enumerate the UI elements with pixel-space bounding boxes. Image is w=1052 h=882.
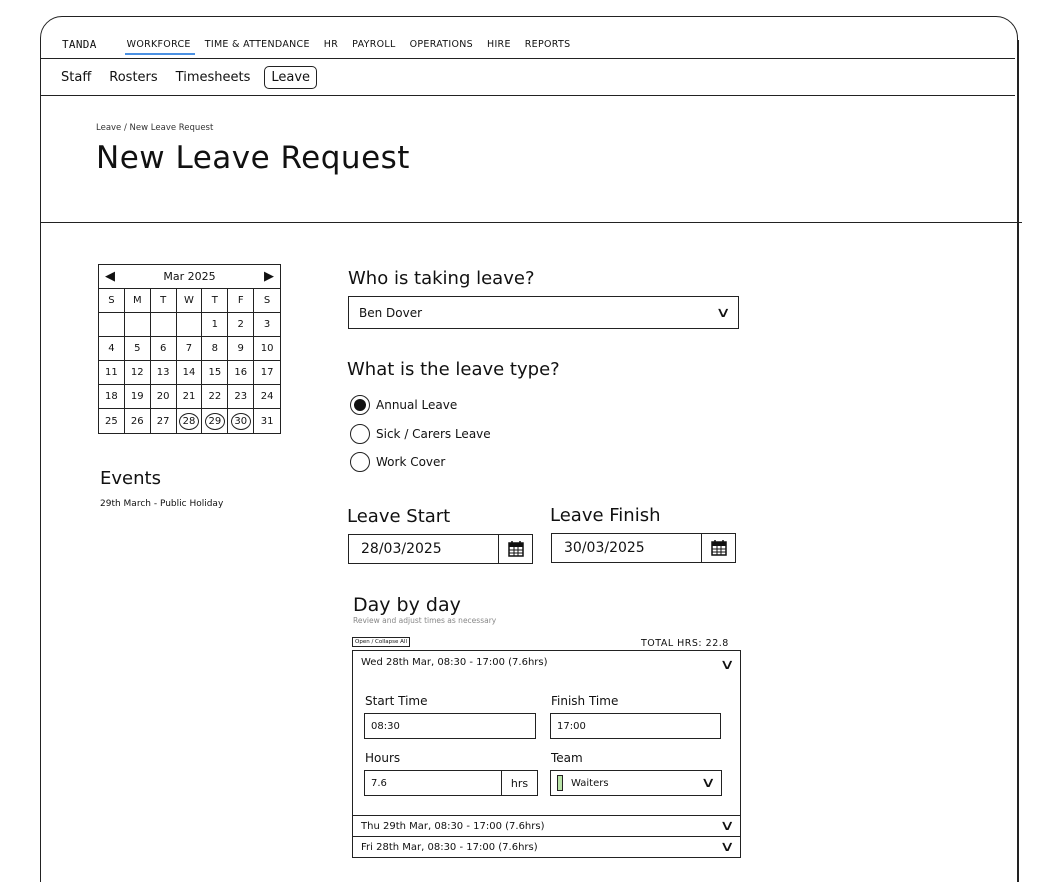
- calendar-grid: [99, 289, 280, 433]
- radio-label: Work Cover: [376, 455, 446, 469]
- day-number: 25: [105, 415, 118, 427]
- team-color-swatch: [557, 775, 563, 791]
- day-row-collapsed[interactable]: [352, 836, 741, 858]
- day-number: 23: [234, 391, 248, 402]
- calendar-weekday: [125, 289, 151, 313]
- team-value: Waiters: [571, 777, 609, 789]
- radio-selected-icon[interactable]: [350, 395, 370, 415]
- calendar-day[interactable]: [99, 409, 125, 433]
- day-number: 8: [211, 343, 219, 354]
- radio-unselected-icon[interactable]: [350, 424, 370, 444]
- nav-time-attendance[interactable]: TIME & ATTENDANCE: [204, 38, 310, 50]
- chevron-down-icon: ∨: [715, 304, 731, 321]
- nav-hr[interactable]: HR: [323, 38, 339, 50]
- calendar-header: [99, 265, 280, 289]
- day-number: 14: [182, 367, 196, 378]
- top-nav: [62, 36, 584, 52]
- radio-sick-carers-leave[interactable]: [350, 424, 491, 444]
- leave-finish-value: 30/03/2025: [564, 540, 645, 556]
- start-time-label: Start Time: [365, 694, 428, 708]
- calendar-day: [125, 313, 151, 337]
- radio-label: Annual Leave: [376, 398, 458, 412]
- leave-start-label: Leave Start: [347, 506, 451, 527]
- sub-nav: [41, 58, 1015, 96]
- radio-work-cover[interactable]: [350, 452, 445, 472]
- events-title: Events: [100, 468, 161, 489]
- calendar-icon[interactable]: [498, 535, 532, 563]
- day-number: 20: [156, 391, 170, 402]
- day-number: 16: [234, 367, 248, 378]
- day-panel-expanded: [352, 650, 741, 816]
- subnav-timesheets[interactable]: Timesheets: [175, 69, 251, 85]
- day-summary: Thu 29th Mar, 08:30 - 17:00 (7.6hrs): [361, 820, 545, 832]
- day-number: 7: [185, 343, 193, 354]
- calendar-day[interactable]: [177, 337, 203, 361]
- calendar-icon[interactable]: [701, 534, 735, 562]
- day-by-day-subtitle: Review and adjust times as necessary: [353, 616, 497, 625]
- finish-time-label: Finish Time: [551, 694, 619, 708]
- calendar-day[interactable]: [254, 313, 280, 337]
- day-number: 10: [260, 343, 274, 354]
- day-number: 1: [211, 319, 219, 330]
- leave-start-field[interactable]: [348, 534, 533, 564]
- day-number: 21: [182, 391, 196, 402]
- header-divider: [40, 222, 1022, 223]
- left-border: [40, 40, 41, 882]
- day-number: 28: [179, 413, 199, 430]
- breadcrumb[interactable]: Leave / New Leave Request: [96, 123, 214, 133]
- calendar-day[interactable]: [151, 361, 177, 385]
- page-title: New Leave Request: [96, 140, 410, 176]
- calendar-day[interactable]: [202, 337, 228, 361]
- calendar-day: [177, 313, 203, 337]
- nav-hire[interactable]: HIRE: [487, 38, 511, 50]
- calendar-weekday: [177, 289, 203, 313]
- calendar-day[interactable]: [254, 337, 280, 361]
- radio-annual-leave[interactable]: [350, 395, 457, 415]
- team-label: Team: [551, 751, 583, 765]
- calendar-weekday: [228, 289, 254, 313]
- subnav-leave[interactable]: Leave: [264, 66, 317, 89]
- weekday-label: T: [160, 295, 167, 306]
- brand-logo[interactable]: TANDA: [62, 37, 97, 51]
- calendar-weekday: [151, 289, 177, 313]
- day-number: 31: [260, 415, 274, 427]
- day-number: 29: [205, 413, 225, 430]
- hours-unit: hrs: [501, 771, 537, 795]
- day-number: 30: [231, 413, 251, 430]
- hours-value: 7.6: [371, 777, 387, 789]
- next-month-icon[interactable]: ▶: [264, 269, 274, 284]
- calendar-day[interactable]: [99, 385, 125, 409]
- day-number: 12: [130, 367, 144, 378]
- calendar-month-label: Mar 2025: [163, 270, 216, 283]
- day-by-day-title: Day by day: [353, 594, 461, 616]
- calendar-day[interactable]: [177, 385, 203, 409]
- calendar-day[interactable]: [254, 385, 280, 409]
- chevron-down-icon[interactable]: ∨: [719, 818, 735, 834]
- hours-label: Hours: [365, 751, 401, 765]
- calendar-day[interactable]: [177, 409, 203, 433]
- day-row-header[interactable]: [361, 657, 735, 673]
- prev-month-icon[interactable]: ◀: [105, 269, 115, 284]
- day-number: 11: [105, 367, 118, 378]
- nav-workforce[interactable]: WORKFORCE: [126, 38, 191, 50]
- leave-finish-field[interactable]: [551, 533, 736, 563]
- nav-reports[interactable]: REPORTS: [524, 38, 571, 50]
- calendar-day[interactable]: [151, 385, 177, 409]
- calendar-day[interactable]: [228, 409, 254, 433]
- calendar-day[interactable]: [254, 409, 280, 433]
- leave-start-value: 28/03/2025: [361, 541, 442, 557]
- calendar-day[interactable]: [151, 337, 177, 361]
- radio-unselected-icon[interactable]: [350, 452, 370, 472]
- day-number: 5: [134, 343, 141, 354]
- day-number: 6: [159, 343, 167, 354]
- calendar-day[interactable]: [125, 361, 151, 385]
- calendar-day[interactable]: [125, 385, 151, 409]
- day-number: 19: [130, 391, 144, 402]
- start-time-input[interactable]: [364, 713, 536, 739]
- finish-time-input[interactable]: [550, 713, 721, 739]
- open-collapse-all-button[interactable]: Open / Collapse All: [352, 637, 410, 647]
- mini-calendar: [98, 264, 281, 434]
- day-number: 24: [260, 391, 274, 402]
- day-number: 9: [237, 343, 244, 354]
- team-select[interactable]: [550, 770, 722, 796]
- day-summary: Fri 28th Mar, 08:30 - 17:00 (7.6hrs): [361, 841, 538, 853]
- nav-payroll[interactable]: PAYROLL: [352, 38, 396, 50]
- calendar-day[interactable]: [228, 313, 254, 337]
- leave-finish-label: Leave Finish: [550, 505, 661, 526]
- calendar-day[interactable]: [125, 337, 151, 361]
- calendar-day[interactable]: [228, 385, 254, 409]
- radio-label: Sick / Carers Leave: [376, 427, 491, 441]
- calendar-day[interactable]: [202, 385, 228, 409]
- day-number: 2: [237, 319, 244, 330]
- calendar-day[interactable]: [228, 361, 254, 385]
- subnav-staff[interactable]: Staff: [61, 69, 92, 85]
- calendar-day: [99, 313, 125, 337]
- calendar-day[interactable]: [202, 361, 228, 385]
- calendar-day[interactable]: [99, 361, 125, 385]
- day-number: 4: [108, 343, 115, 354]
- day-number: 3: [263, 319, 271, 330]
- day-number: 27: [156, 415, 170, 427]
- employee-select[interactable]: [348, 296, 739, 329]
- weekday-label: T: [211, 295, 218, 306]
- calendar-day[interactable]: [202, 409, 228, 433]
- day-number: 13: [156, 367, 170, 378]
- chevron-down-icon[interactable]: ∨: [719, 657, 735, 673]
- weekday-label: F: [237, 295, 244, 306]
- calendar-day[interactable]: [125, 409, 151, 433]
- total-hours: TOTAL HRS: 22.8: [641, 638, 729, 649]
- day-row-collapsed[interactable]: [352, 815, 741, 837]
- calendar-day[interactable]: [177, 361, 203, 385]
- team-select-content: [557, 775, 609, 791]
- day-number: 18: [105, 391, 118, 402]
- start-time-value: 08:30: [371, 720, 400, 732]
- subnav-rosters[interactable]: Rosters: [109, 69, 158, 85]
- event-item: 29th March - Public Holiday: [100, 499, 224, 509]
- weekday-label: S: [263, 295, 271, 306]
- calendar-day: [151, 313, 177, 337]
- chevron-down-icon: ∨: [700, 775, 716, 791]
- day-number: 17: [260, 367, 274, 378]
- nav-operations[interactable]: OPERATIONS: [409, 38, 474, 50]
- day-number: 26: [130, 415, 144, 427]
- calendar-day[interactable]: [228, 337, 254, 361]
- calendar-day[interactable]: [254, 361, 280, 385]
- day-summary: Wed 28th Mar, 08:30 - 17:00 (7.6hrs): [361, 657, 548, 668]
- finish-time-value: 17:00: [557, 720, 586, 732]
- weekday-label: S: [108, 295, 115, 306]
- day-number: 15: [208, 367, 222, 378]
- employee-select-value: Ben Dover: [359, 305, 423, 320]
- calendar-day[interactable]: [202, 313, 228, 337]
- right-border: [1018, 40, 1019, 882]
- leave-type-label: What is the leave type?: [347, 359, 560, 380]
- weekday-label: M: [132, 295, 142, 306]
- weekday-label: W: [184, 295, 194, 306]
- who-label: Who is taking leave?: [348, 268, 535, 289]
- calendar-day[interactable]: [151, 409, 177, 433]
- hours-input[interactable]: [364, 770, 538, 796]
- calendar-weekday: [254, 289, 280, 313]
- calendar-weekday: [202, 289, 228, 313]
- calendar-day[interactable]: [99, 337, 125, 361]
- day-number: 22: [208, 391, 222, 402]
- chevron-down-icon[interactable]: ∨: [719, 839, 735, 855]
- calendar-weekday: [99, 289, 125, 313]
